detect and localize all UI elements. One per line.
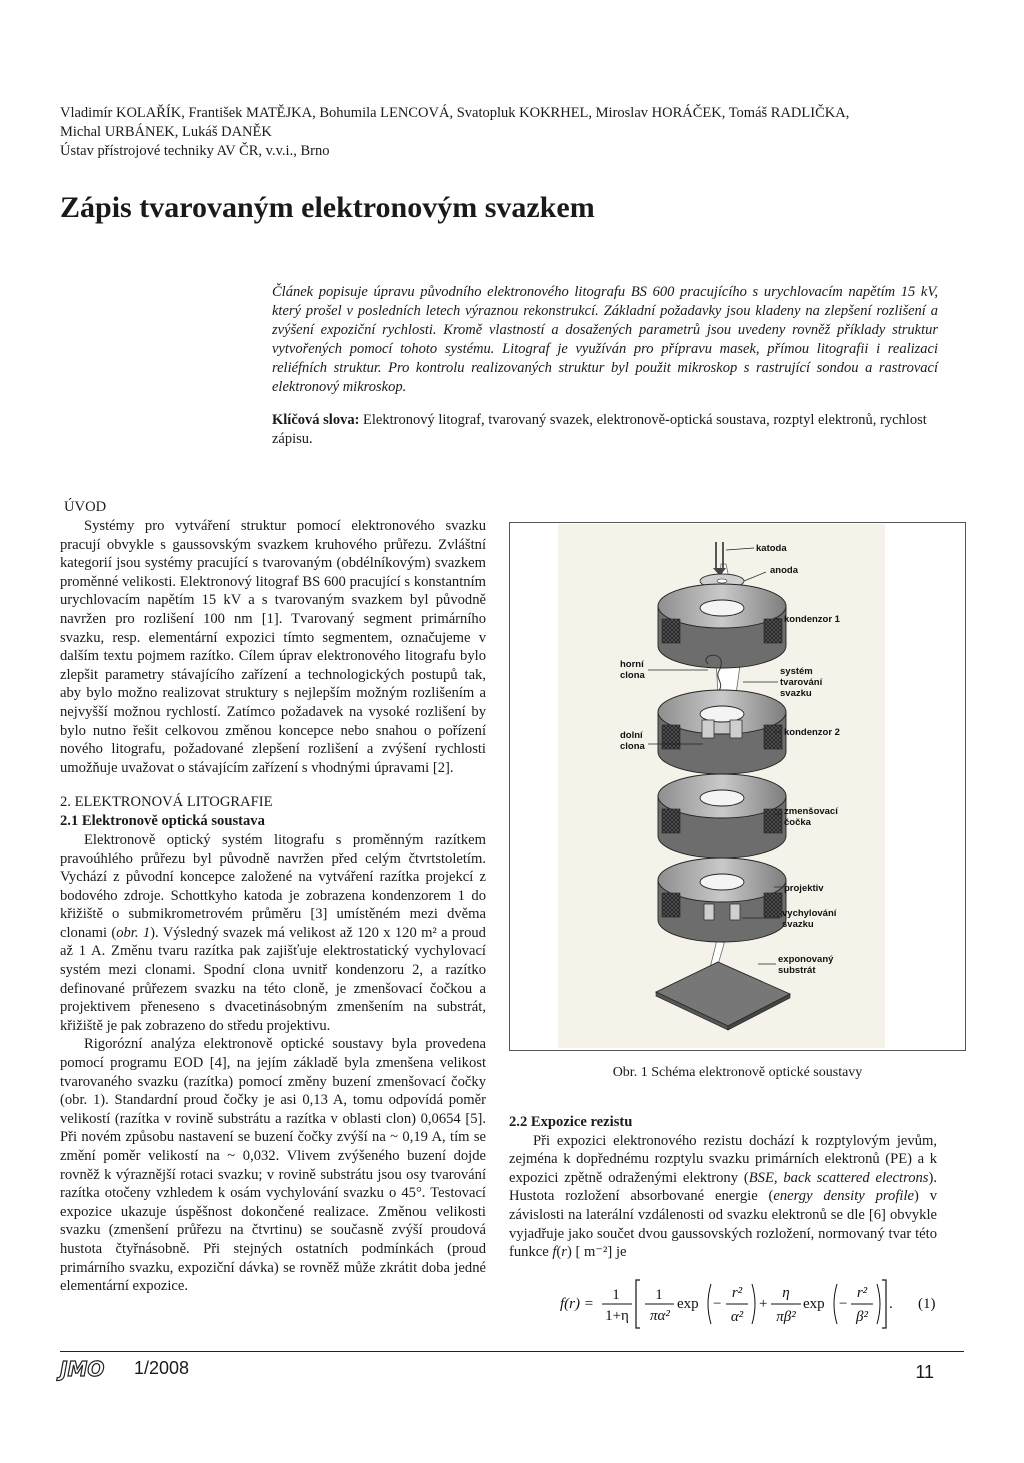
right-column — [509, 1113, 937, 1262]
text-run: ). Výsledný svazek má velikost až 120 x 120 m² a proud až 1 A. Změnu tvaru razítka pak zajišťuje elektrostatický vychylovací systém mezi clonami. Spodní clona uvnitř kondenzoru 2, a razítko definované průřezem svazku na této cloně, je zmenšovací čočkou a projektivem přeneseno s dvacetinásobným zmenšením na substrát, křižiště je pak zobrazeno do středu projektivu. — [60, 924, 486, 1034]
lens-projective — [658, 858, 786, 942]
text-italic: energy density profile — [773, 1188, 914, 1205]
label-anode: anoda — [770, 565, 798, 576]
eq-term1-num: 1 — [655, 1287, 663, 1303]
label-projective: projektiv — [784, 883, 824, 894]
section-heading-2-2: 2.2 Expozice rezistu — [509, 1114, 633, 1130]
eq-r2-1: r² — [731, 1285, 743, 1301]
text-run: Elektronově optický systém litografu s proměnným razítkem pravoúhlého průřezu byl původně navržen před celým čtvrtstoletím. Vychází z původní koncepce založené na vytváření razítka projekcí z bodového zdroje. Schottkyho katoda je zobrazena kondenzorem 1 do křižiště o submikrometrovém průměru [3] umístěném mezi dvěma clonami ( — [60, 831, 486, 941]
keywords-text: Elektronový litograf, tvarovaný svazek, elektronově-optická soustava, rozptyl elektronů, rychlost zápisu. — [272, 412, 927, 447]
keywords — [272, 411, 938, 449]
lens-condenser-1 — [658, 584, 786, 668]
label-beam-deflection: svazku — [782, 919, 814, 930]
text-italic: r — [561, 1244, 567, 1261]
eq-eta: η — [782, 1285, 790, 1301]
label-condenser-1: kondenzor 1 — [784, 614, 840, 625]
authors-line: Vladimír KOLAŘÍK, František MATĚJKA, Bohumila LENCOVÁ, Svatopluk KOKRHEL, Miroslav HORÁČEK, Tomáš RADLIČKA, — [60, 105, 850, 121]
label-substrate: exponovaný — [778, 954, 834, 965]
affiliation: Ústav přístrojové techniky AV ČR, v.v.i., Brno — [60, 143, 330, 159]
eq-period: . — [889, 1296, 893, 1312]
text-run: ( — [556, 1244, 562, 1261]
label-cathode: katoda — [756, 543, 787, 554]
eq-r2-2: r² — [856, 1285, 868, 1301]
paragraph-2-1-a — [60, 831, 486, 1036]
label-demagnifying-lens: zmenšovací — [784, 806, 838, 817]
electron-optics-diagram — [558, 524, 885, 1048]
lens-condenser-2 — [658, 690, 786, 774]
authors-line: Michal URBÁNEK, Lukáš DANĚK — [60, 124, 272, 140]
left-column — [60, 498, 486, 1296]
eq-term2-den: πβ² — [776, 1309, 796, 1325]
text-run: Při expozici elektronového rezistu dochází k rozptylovým jevům, zejména k dopřednému rozptylu svazku primárních elektronů (PE) a k expozici zpětně odraženými elektrony ( — [509, 1132, 937, 1186]
eq-plus: + — [759, 1296, 768, 1312]
eq-exp-1: exp — [677, 1296, 699, 1312]
keywords-label: Klíčová slova: — [272, 412, 360, 428]
label-shaping-system: systém — [780, 666, 813, 677]
substrate — [656, 962, 790, 1030]
label-lower-aperture: clona — [620, 741, 645, 752]
eq-exp-2: exp — [803, 1296, 825, 1312]
figure-panel — [558, 524, 885, 1048]
equation-1 — [556, 1272, 942, 1334]
footer-rule — [60, 1351, 964, 1352]
label-shaping-system: tvarování — [780, 677, 823, 688]
page-number: 11 — [915, 1362, 934, 1382]
text-run: ). Hustota rozložení absorbované energie ( — [509, 1169, 937, 1205]
label-upper-aperture: clona — [620, 670, 645, 681]
text-italic: BSE, back scattered electrons — [748, 1169, 929, 1186]
eq-alpha2: α² — [730, 1309, 744, 1325]
lens-demagnifying — [658, 774, 786, 858]
issue-number: 1/2008 — [134, 1358, 190, 1378]
label-upper-aperture: horní — [620, 659, 644, 670]
label-lower-aperture: dolní — [620, 730, 643, 741]
eq-minus-1: − — [713, 1296, 722, 1312]
section-heading-intro: ÚVOD — [64, 499, 107, 515]
text-run: ) v závislosti na laterální vzdálenosti od svazku elektronů se dle [6] obvykle vyjadřuje jako součet dvou gaussovských rozložení, normovaný tvar této funkce — [509, 1188, 938, 1261]
eq-term1-den: πα² — [650, 1308, 670, 1324]
section-heading-2: 2. ELEKTRONOVÁ LITOGRAFIE — [60, 794, 273, 811]
figure-reference: obr. 1 — [116, 924, 151, 941]
eq-frac-den: 1+η — [605, 1308, 629, 1324]
paragraph-2-2 — [509, 1132, 937, 1262]
paragraph-2-1-b: Rigorózní analýza elektronově optické soustavy byla provedena pomocí programu EOD [4], na jejím základě byla zmenšena velikost tvarovaného svazku (razítka) pomocí změny buzení zmenšovací čočky (obr. 1). Standardní proud čočky je asi 0,13 A, tomu odpovídá poměr velikostí (razítka v rovině substrátu a razítka v oblasti clon) 0,0654 [5]. Při novém způsobu nastavení se buzení čočky zvýší na ~ 0,19 A, tím se změní poměr velikostí na ~ 0,032. Vlivem zvýšeného buzení dojde rovněž k výraznější rotaci svazku; v rovině substrátu jsou osy tvarování razítka otočeny vzhledem k osám vychylování svazku o 45°. Testovací expozice ukazuje úspěšnost dokončené realizace. Změnou velikosti svazku (zmenšení průřezu na čtvrtinu) se současně zvýší proudová hustota čtyřnásobně. Při stejných ostatních podmínkách (proud primárního svazku, expoziční dávka) se rovněž může zkrátit doba jedné elementární expozice. — [60, 1036, 486, 1295]
text-run: ) [ m⁻²] je — [566, 1244, 627, 1261]
label-demagnifying-lens: čočka — [784, 817, 811, 828]
eq-frac-num: 1 — [612, 1287, 620, 1303]
label-shaping-system: svazku — [780, 688, 812, 699]
figure-frame — [509, 522, 966, 1051]
section-heading-2-1: 2.1 Elektronově optická soustava — [60, 813, 265, 830]
paragraph-intro: Systémy pro vytváření struktur pomocí elektronového svazku pracují obvykle s gaussovským svazkem kruhového průřezu. Zvláštní kategorií jsou systémy pracující s tvarovaným (obdélníkovým) svazkem proměnné velikosti. Elektronový litograf BS 600 pracující s konstantním urychlovacím napětím 15 kV a s tvarovaným svazkem byl původně navržen pro rozlišení 100 nm [1]. Tvarovaný segment primárního svazku, resp. elementární expozici tímto segmentem, označujeme v dalším textu pojmem razítko. Cílem úprav elektronového litografu bylo zlepšit parametry stávajícího zařízení a technologických postupů tak, aby bylo možno realizovat struktury s nejlepším možným rozlišením a nejvyšší možnou rychlostí. Zatímco požadavek na vysoké rozlišení by bylo nutno řešit celkovou změnou koncepce nebo snahou o pořízení nového litografu, požadované zlepšení rozlišení a zvýšení rychlosti umožňuje uvažovat o stávajícím zařízení s vhodnými úpravami [2]. — [60, 518, 486, 776]
abstract: Článek popisuje úpravu původního elektronového litografu BS 600 pracujícího s urychlovacím napětím 15 kV, který prošel v posledních letech výraznou rekonstrukcí. Základní požadavky jsou kladeny na zlepšení rozlišení a zvýšení expoziční rychlosti. Kromě vlastností a dosažených parametrů jsou uvedeny rovněž příklady struktur vytvořených pomocí tohoto systému. Litograf je využíván pro přípravu masek, přímou litografii i realizaci reliéfních struktur. Pro kontrolu realizovaných struktur byl použit mikroskop s rastrující sondou a rastrovací elektronový mikroskop. — [272, 284, 938, 395]
eq-number: (1) — [918, 1296, 936, 1312]
eq-minus-2: − — [839, 1296, 848, 1312]
eq-beta2: β² — [856, 1309, 868, 1325]
figure-caption: Obr. 1 Schéma elektronově optické soustavy — [612, 1065, 863, 1080]
label-condenser-2: kondenzor 2 — [784, 727, 840, 738]
article-title: Zápis tvarovaným elektronovým svazkem — [60, 191, 595, 224]
label-substrate: substrát — [778, 965, 816, 976]
journal-logo: JMO — [60, 1357, 105, 1381]
text-italic: f — [552, 1244, 557, 1261]
eq-lhs: f(r) = — [560, 1296, 594, 1312]
author-block — [60, 104, 960, 161]
label-beam-deflection: vychylování — [782, 908, 837, 919]
